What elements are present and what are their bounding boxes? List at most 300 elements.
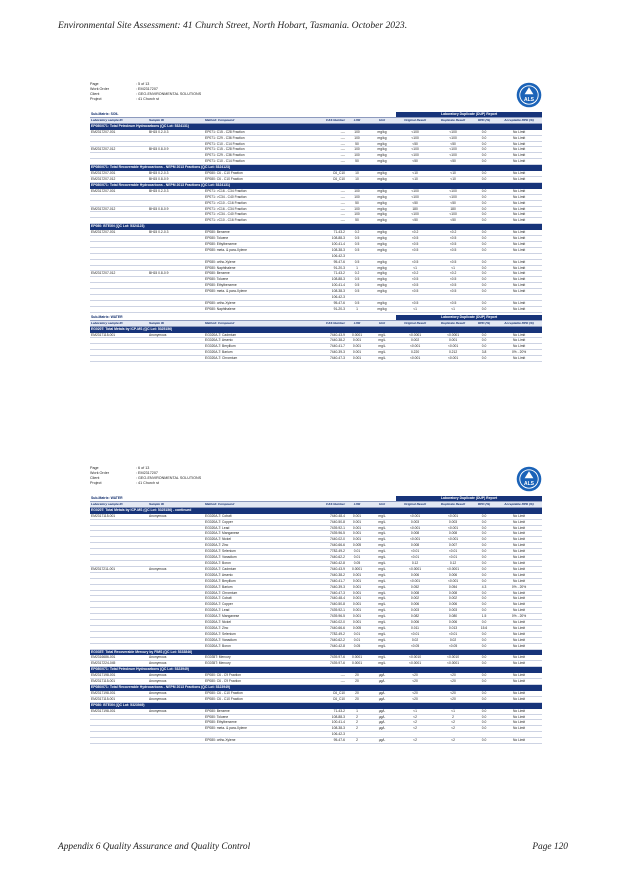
duplicate-result: 0.001 xyxy=(434,338,472,344)
unit: mg/kg xyxy=(368,159,396,165)
original-result: <0.001 xyxy=(396,513,434,519)
original-result: 0.008 xyxy=(396,590,434,596)
duplicate-result: 0.212 xyxy=(434,350,472,356)
duplicate-result: <100 xyxy=(434,153,472,159)
cas-number: 7440-02-0 xyxy=(310,537,346,543)
original-result: 0.006 xyxy=(396,572,434,578)
acceptable-rpd: No Limit xyxy=(496,679,542,685)
acceptable-rpd: No Limit xyxy=(496,356,542,362)
cas-number: 7440-62-2 xyxy=(310,555,346,561)
acceptable-rpd: No Limit xyxy=(496,277,542,283)
unit: mg/kg xyxy=(368,188,396,194)
duplicate-result: <100 xyxy=(434,147,472,153)
acceptable-rpd: No Limit xyxy=(496,560,542,566)
sample-id: Anonymous xyxy=(148,679,204,685)
unit: mg/kg xyxy=(368,265,396,271)
col-header-lab-sample-id: Laboratory sample ID xyxy=(90,501,148,507)
unit: mg/kg xyxy=(368,176,396,182)
lor: 100 xyxy=(346,153,368,159)
cas-number: ---- xyxy=(310,153,346,159)
col-header-unit: Unit xyxy=(368,501,396,507)
section-title: EP080: BTEXN (QC Lot: 5324123) xyxy=(90,224,542,230)
rpd: 0.0 xyxy=(472,643,496,649)
acceptable-rpd: No Limit xyxy=(496,236,542,242)
original-result: <0.001 xyxy=(396,525,434,531)
lor: 0.001 xyxy=(346,531,368,537)
original-result: <0.5 xyxy=(396,301,434,307)
rpd: 0.0 xyxy=(472,206,496,212)
lor: 0.001 xyxy=(346,519,368,525)
rpd: 0.0 xyxy=(472,566,496,572)
original-result: 0.008 xyxy=(396,531,434,537)
original-result: 0.002 xyxy=(396,596,434,602)
lab-sample-id xyxy=(90,738,148,744)
col-header-sample-id: Sample ID xyxy=(148,501,204,507)
acceptable-rpd: No Limit xyxy=(496,566,542,572)
sample-id: BH15 0.2-0.3 xyxy=(148,230,204,236)
duplicate-result: <1 xyxy=(434,708,472,714)
footer-page-number: Page 120 xyxy=(532,842,568,852)
unit: mg/kg xyxy=(368,194,396,200)
report-meta xyxy=(90,466,542,496)
compound: EP080: C6 - C9 Fraction xyxy=(204,679,310,685)
acceptable-rpd: No Limit xyxy=(496,537,542,543)
col-header-rpd: RPD (%) xyxy=(472,320,496,326)
cas-number: 95-47-6 xyxy=(310,301,346,307)
compound: EP080: Benzene xyxy=(204,271,310,277)
meta-value: : 41 Church st xyxy=(136,480,159,485)
original-result: 0.220 xyxy=(396,350,434,356)
als-logo-icon xyxy=(516,82,542,108)
rpd: 0.0 xyxy=(472,247,496,253)
compound: EP080: C6 - C10 Fraction xyxy=(204,696,310,702)
duplicate-result: <100 xyxy=(434,212,472,218)
lab-sample-id xyxy=(90,356,148,362)
original-result: <100 xyxy=(396,147,434,153)
cas-number: 106-42-3 xyxy=(310,295,346,301)
acceptable-rpd: No Limit xyxy=(496,513,542,519)
duplicate-result: <0.5 xyxy=(434,301,472,307)
cas-number: C6_C10 xyxy=(310,171,346,177)
compound: EG020A-T: Lead xyxy=(204,608,310,614)
duplicate-result: <0.5 xyxy=(434,277,472,283)
lor: 0.001 xyxy=(346,584,368,590)
acceptable-rpd: No Limit xyxy=(496,306,542,312)
sample-id: BH15 0.2-0.3 xyxy=(148,188,204,194)
meta-value: : GEO-ENVIRONMENTAL SOLUTIONS xyxy=(136,475,202,480)
compound: EG020A-T: Zinc xyxy=(204,543,310,549)
lor: 1 xyxy=(346,708,368,714)
acceptable-rpd: No Limit xyxy=(496,673,542,679)
meta-label: Project xyxy=(90,480,102,485)
col-header-acceptable-rpd: Acceptable RPD (%) xyxy=(496,117,542,123)
duplicate-result: <0.01 xyxy=(434,631,472,637)
section-title: EP080/071: Total Petroleum Hydrocarbons (QC Lot: 5323949) xyxy=(90,667,542,673)
unit: mg/L xyxy=(368,555,396,561)
compound: EG020A-T: Cadmium xyxy=(204,566,310,572)
acceptable-rpd: 0% - 20% xyxy=(496,584,542,590)
lor: 0.05 xyxy=(346,643,368,649)
duplicate-result: 0.080 xyxy=(434,614,472,620)
compound: EP080: Ethylbenzene xyxy=(204,283,310,289)
duplicate-result: <0.001 xyxy=(434,344,472,350)
original-result: <0.5 xyxy=(396,259,434,265)
compound: EP080: Benzene xyxy=(204,230,310,236)
lor: 20 xyxy=(346,673,368,679)
duplicate-result: 2 xyxy=(434,714,472,720)
compound: EG020A-T: Zinc xyxy=(204,625,310,631)
cas-number: 108-38-3 xyxy=(310,726,346,732)
lor: 0.001 xyxy=(346,590,368,596)
rpd: 0.0 xyxy=(472,338,496,344)
original-result: <0.05 xyxy=(396,643,434,649)
duplicate-result: <50 xyxy=(434,159,472,165)
als-logo-icon xyxy=(516,466,542,492)
meta-value: : EM2317207 xyxy=(136,86,158,91)
duplicate-result: <20 xyxy=(434,696,472,702)
unit: mg/kg xyxy=(368,171,396,177)
compound: EG020A-T: Cobalt xyxy=(204,513,310,519)
compound: EG020A-T: Copper xyxy=(204,519,310,525)
duplicate-result: <0.01 xyxy=(434,555,472,561)
rpd: 0.0 xyxy=(472,176,496,182)
original-result: <0.2 xyxy=(396,271,434,277)
meta-label: Client xyxy=(90,91,100,96)
acceptable-rpd: No Limit xyxy=(496,555,542,561)
acceptable-rpd: No Limit xyxy=(496,289,542,295)
acceptable-rpd: No Limit xyxy=(496,631,542,637)
compound: EP080: C6 - C10 Fraction xyxy=(204,690,310,696)
lor: 0.01 xyxy=(346,549,368,555)
original-result: <50 xyxy=(396,141,434,147)
acceptable-rpd: No Limit xyxy=(496,147,542,153)
compound: EP071: >C10 - C16 Fraction xyxy=(204,200,310,206)
unit: mg/L xyxy=(368,513,396,519)
report-meta xyxy=(90,82,542,112)
cas-number: 95-47-6 xyxy=(310,259,346,265)
compound: EG020A-T: Barium xyxy=(204,350,310,356)
compound: EG020A-T: Chromium xyxy=(204,356,310,362)
cas-number: C6_C10 xyxy=(310,690,346,696)
cas-number: 108-88-3 xyxy=(310,236,346,242)
sample-id: Anonymous xyxy=(148,696,204,702)
section-title: EP080/071: Total Recoverable Hydrocarbons - NEPM 2013 Fractions (QC Lot: 5323949) xyxy=(90,685,542,691)
rpd: 0.0 xyxy=(472,301,496,307)
unit: mg/L xyxy=(368,537,396,543)
original-result: <0.001 xyxy=(396,344,434,350)
compound: EG020A-T: Lead xyxy=(204,525,310,531)
sample-id: BH15 0.2-0.3 xyxy=(148,171,204,177)
compound: EG020A-T: Arsenic xyxy=(204,338,310,344)
compound: EP080: Ethylbenzene xyxy=(204,720,310,726)
cas-number: 7440-42-8 xyxy=(310,643,346,649)
col-header-lor: LOR xyxy=(346,117,368,123)
rpd: 0.0 xyxy=(472,356,496,362)
unit: mg/kg xyxy=(368,259,396,265)
rpd: 0.0 xyxy=(472,673,496,679)
duplicate-result: <100 xyxy=(434,129,472,135)
compound: EP080: Naphthalene xyxy=(204,306,310,312)
col-header-original-result: Original Result xyxy=(396,501,434,507)
unit: mg/kg xyxy=(368,206,396,212)
subreport-title: Laboratory Duplicate (DUP) Report xyxy=(396,112,542,117)
cas-number: ---- xyxy=(310,141,346,147)
original-result: <0.5 xyxy=(396,289,434,295)
unit: mg/L xyxy=(368,560,396,566)
rpd: 0.0 xyxy=(472,332,496,338)
compound: EG020A-T: Selenium xyxy=(204,631,310,637)
compound: EP071: C15 - C28 Fraction xyxy=(204,129,310,135)
original-result: <1 xyxy=(396,306,434,312)
col-header-sample-id: Sample ID xyxy=(148,117,204,123)
cas-number: 7440-39-3 xyxy=(310,584,346,590)
original-result: <2 xyxy=(396,738,434,744)
rpd: 0.0 xyxy=(472,344,496,350)
lor: 0.0001 xyxy=(346,661,368,667)
rpd: 0.0 xyxy=(472,147,496,153)
footer-appendix-title: Appendix 6 Quality Assurance and Quality Control xyxy=(58,842,251,852)
rpd: 0.0 xyxy=(472,153,496,159)
rpd: 0.0 xyxy=(472,236,496,242)
sample-id: BH15 0.8-0.9 xyxy=(148,147,204,153)
unit: mg/L xyxy=(368,350,396,356)
cas-number: 7439-92-1 xyxy=(310,525,346,531)
original-result: 0.003 xyxy=(396,608,434,614)
duplicate-result: <0.2 xyxy=(434,230,472,236)
unit: mg/kg xyxy=(368,271,396,277)
acceptable-rpd: No Limit xyxy=(496,625,542,631)
cas-number: 7440-47-3 xyxy=(310,590,346,596)
sub-matrix-label: Sub-Matrix: WATER xyxy=(90,315,396,320)
logo-text: ALS xyxy=(524,480,534,487)
rpd: 4.3 xyxy=(472,584,496,590)
unit: mg/kg xyxy=(368,212,396,218)
unit: mg/L xyxy=(368,625,396,631)
lor: 0.01 xyxy=(346,637,368,643)
compound: EG020A-T: Boron xyxy=(204,643,310,649)
section-title: EP080: BTEXN (QC Lot: 5323949) xyxy=(90,702,542,708)
duplicate-result: 180 xyxy=(434,206,472,212)
sub-matrix-label: Sub-Matrix: WATER xyxy=(90,496,396,501)
col-header-lab-sample-id: Laboratory sample ID xyxy=(90,117,148,123)
original-result: <100 xyxy=(396,135,434,141)
original-result: 180 xyxy=(396,206,434,212)
sample-id: Anonymous xyxy=(148,655,204,661)
table-row xyxy=(90,738,542,744)
col-header-unit: Unit xyxy=(368,320,396,326)
lab-sample-id: EM2317198-001 xyxy=(90,673,148,679)
lab-sample-id: EM2317207-012 xyxy=(90,147,148,153)
unit: mg/L xyxy=(368,519,396,525)
sample-id: BH15 0.8-0.9 xyxy=(148,176,204,182)
original-result: <50 xyxy=(396,218,434,224)
cas-number: 95-47-6 xyxy=(310,738,346,744)
lor: 0.001 xyxy=(346,338,368,344)
compound: EP080: C6 - C10 Fraction xyxy=(204,171,310,177)
cas-number: 7440-41-7 xyxy=(310,344,346,350)
unit: mg/L xyxy=(368,356,396,362)
rpd: 0.0 xyxy=(472,560,496,566)
lor: 0.5 xyxy=(346,277,368,283)
original-result: <0.5 xyxy=(396,241,434,247)
compound: EP080: ortho-Xylene xyxy=(204,738,310,744)
col-header-original-result: Original Result xyxy=(396,117,434,123)
duplicate-result: 0.008 xyxy=(434,590,472,596)
compound: EP080: Toluene xyxy=(204,236,310,242)
duplicate-result: 0.054 xyxy=(434,584,472,590)
lab-sample-id: EM2317115-001 xyxy=(90,679,148,685)
compound: EP080: C6 - C10 Fraction xyxy=(204,176,310,182)
duplicate-result: <100 xyxy=(434,135,472,141)
original-result: 0.12 xyxy=(396,560,434,566)
duplicate-result: <0.001 xyxy=(434,537,472,543)
section-title: EP080/071: Total Recoverable Hydrocarbons - NEPM 2013 Fractions (QC Lot: 5324123) xyxy=(90,165,542,171)
unit: mg/L xyxy=(368,344,396,350)
original-result: <100 xyxy=(396,194,434,200)
lab-sample-id: EM2317115-001 xyxy=(90,513,148,519)
duplicate-result: <20 xyxy=(434,679,472,685)
meta-row xyxy=(90,97,203,102)
lor: 0.5 xyxy=(346,236,368,242)
acceptable-rpd: No Limit xyxy=(496,543,542,549)
unit: mg/kg xyxy=(368,247,396,253)
acceptable-rpd: No Limit xyxy=(496,714,542,720)
rpd: 0.0 xyxy=(472,543,496,549)
lor: 0.01 xyxy=(346,555,368,561)
acceptable-rpd: No Limit xyxy=(496,135,542,141)
compound: EG020A-T: Barium xyxy=(204,584,310,590)
duplicate-result: <0.0001 xyxy=(434,566,472,572)
original-result: 0.002 xyxy=(396,338,434,344)
document-header: Environmental Site Assessment: 41 Church Street, North Hobart, Tasmania. October 2023. xyxy=(58,20,408,31)
cas-number: 7440-50-8 xyxy=(310,519,346,525)
duplicate-result: 0.003 xyxy=(434,608,472,614)
original-result: <0.01 xyxy=(396,549,434,555)
rpd: 3.8 xyxy=(472,350,496,356)
original-result: <2 xyxy=(396,720,434,726)
cas-number: 7439-92-1 xyxy=(310,608,346,614)
unit: mg/L xyxy=(368,584,396,590)
cas-number: ---- xyxy=(310,679,346,685)
sample-id: BH15 0.2-0.3 xyxy=(148,129,204,135)
rpd: 0.0 xyxy=(472,655,496,661)
unit: mg/kg xyxy=(368,283,396,289)
duplicate-result: 0.006 xyxy=(434,602,472,608)
acceptable-rpd: No Limit xyxy=(496,159,542,165)
acceptable-rpd: No Limit xyxy=(496,726,542,732)
unit: mg/L xyxy=(368,578,396,584)
compound: EG020A-T: Nickel xyxy=(204,537,310,543)
unit: mg/kg xyxy=(368,135,396,141)
cas-number: 71-43-2 xyxy=(310,230,346,236)
sample-id: Anonymous xyxy=(148,690,204,696)
col-header-compound: Method: Compound xyxy=(204,117,310,123)
lor: 0.5 xyxy=(346,259,368,265)
cas-number: 7440-50-8 xyxy=(310,602,346,608)
sub-matrix-label: Sub-Matrix: SOIL xyxy=(90,112,396,117)
col-header-compound: Method: Compound xyxy=(204,501,310,507)
compound: EG020A-T: Manganese xyxy=(204,614,310,620)
col-header-lor: LOR xyxy=(346,501,368,507)
col-header-rpd: RPD (%) xyxy=(472,501,496,507)
lab-sample-id: EM2317207-001 xyxy=(90,129,148,135)
duplicate-result: 0.12 xyxy=(434,560,472,566)
unit: mg/L xyxy=(368,549,396,555)
duplicate-result: <0.5 xyxy=(434,236,472,242)
duplicate-result: <0.001 xyxy=(434,356,472,362)
original-result: <10 xyxy=(396,171,434,177)
acceptable-rpd: No Limit xyxy=(496,200,542,206)
col-header-cas-number: CAS Number xyxy=(310,501,346,507)
lor: 2 xyxy=(346,714,368,720)
original-result: <0.001 xyxy=(396,356,434,362)
original-result: <0.5 xyxy=(396,277,434,283)
logo-text: ALS xyxy=(524,96,534,103)
compound: EP080: Toluene xyxy=(204,714,310,720)
unit: mg/L xyxy=(368,614,396,620)
unit: mg/L xyxy=(368,596,396,602)
original-result: <2 xyxy=(396,726,434,732)
lab-sample-id: EM2317198-001 xyxy=(90,690,148,696)
rpd: 0.0 xyxy=(472,218,496,224)
lor: 1 xyxy=(346,306,368,312)
acceptable-rpd: No Limit xyxy=(496,194,542,200)
duplicate-report-table xyxy=(90,112,542,362)
unit: µg/L xyxy=(368,696,396,702)
lab-sample-id: EM2317211-001 xyxy=(90,566,148,572)
duplicate-result: <1 xyxy=(434,306,472,312)
lor: 20 xyxy=(346,696,368,702)
meta-value: : 6 of 13 xyxy=(136,466,150,470)
lor: 0.001 xyxy=(346,578,368,584)
rpd: 0.0 xyxy=(472,720,496,726)
rpd: 0.0 xyxy=(472,696,496,702)
unit: mg/L xyxy=(368,338,396,344)
rpd: 0.0 xyxy=(472,525,496,531)
original-result: 0.006 xyxy=(396,620,434,626)
rpd: 0.0 xyxy=(472,289,496,295)
subreport-title: Laboratory Duplicate (DUP) Report xyxy=(396,315,542,320)
duplicate-result: <2 xyxy=(434,720,472,726)
compound: EP080: meta- & para-Xylene xyxy=(204,726,310,732)
duplicate-result: <50 xyxy=(434,218,472,224)
lor: 0.0001 xyxy=(346,332,368,338)
report-page-6 xyxy=(90,466,542,744)
lor: 2 xyxy=(346,720,368,726)
acceptable-rpd: No Limit xyxy=(496,212,542,218)
lab-sample-id: EM2317207-012 xyxy=(90,271,148,277)
original-result: <100 xyxy=(396,129,434,135)
lor: 0.5 xyxy=(346,289,368,295)
duplicate-result: <100 xyxy=(434,194,472,200)
rpd: 0.0 xyxy=(472,726,496,732)
acceptable-rpd: No Limit xyxy=(496,171,542,177)
original-result: <100 xyxy=(396,188,434,194)
rpd: 0.0 xyxy=(472,212,496,218)
compound: EP071: C15 - C28 Fraction xyxy=(204,147,310,153)
unit: mg/kg xyxy=(368,236,396,242)
duplicate-result: <10 xyxy=(434,171,472,177)
cas-number: 7440-42-8 xyxy=(310,560,346,566)
lor: 2 xyxy=(346,738,368,744)
rpd: 0.0 xyxy=(472,578,496,584)
lor: 0.001 xyxy=(346,525,368,531)
original-result: <50 xyxy=(396,159,434,165)
acceptable-rpd: No Limit xyxy=(496,301,542,307)
rpd: 0.0 xyxy=(472,241,496,247)
col-header-duplicate-result: Duplicate Result xyxy=(434,320,472,326)
duplicate-result: <0.2 xyxy=(434,271,472,277)
